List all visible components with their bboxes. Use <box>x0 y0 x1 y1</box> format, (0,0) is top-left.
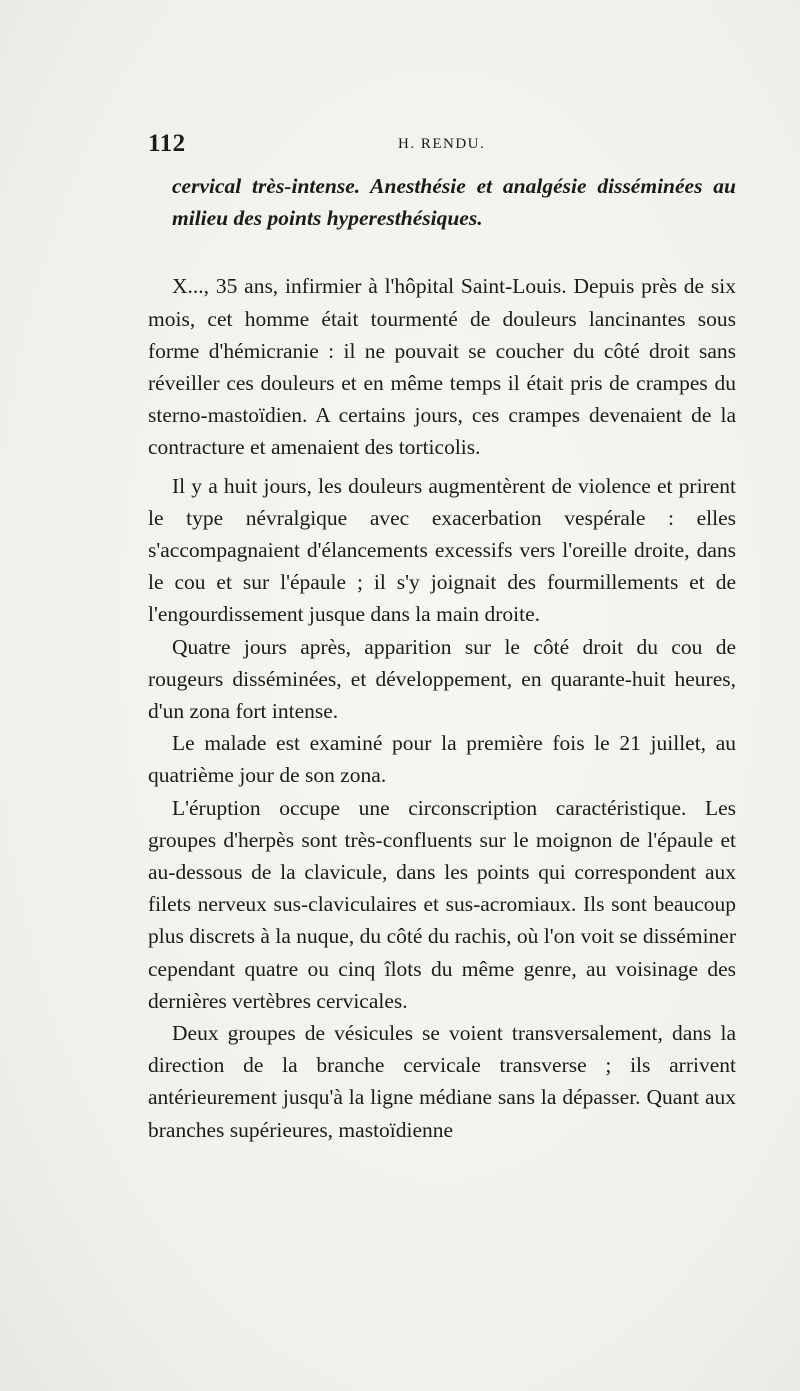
running-head: H. RENDU. <box>398 136 486 152</box>
paragraph: Deux groupes de vésicules se voient transversalement, dans la direction de la branche cervicale transverse ; ils arrivent antérieurement jusqu'à la ligne médiane sans la dépasser. Quant aux branches supérieures, mastoïdienne <box>148 1021 736 1142</box>
paragraph: X..., 35 ans, infirmier à l'hôpital Saint-Louis. Depuis près de six mois, cet homme était tourmenté de douleurs lancinantes sous forme d'hémicranie : il ne pouvait se coucher du côté droit sans réveiller ces douleurs et en même temps il était pris de crampes du sterno-mastoïdien. A certains jours, ces crampes devenaient de la contracture et amenaient des torticolis. <box>148 274 736 460</box>
paragraph: Le malade est examiné pour la première fois le 21 juillet, au quatrième jour de son zona. <box>148 731 736 788</box>
paragraph: Il y a huit jours, les douleurs augmentèrent de violence et prirent le type névralgique avec exacerbation vespérale : elles s'accompagnaient d'élancements excessifs vers l'oreille droite, dans le cou et sur l'épaule ; il s'y joignait des fourmillements et de l'engourdissement jusque dans la main droite. <box>148 473 736 627</box>
paragraph: Quatre jours après, apparition sur le côté droit du cou de rougeurs disséminées, et développement, en quarante-huit heures, d'un zona fort intense. <box>148 634 736 724</box>
paragraph: L'éruption occupe une circonscription caractéristique. Les groupes d'herpès sont très-confluents sur le moignon de l'épaule et au-dessous de la clavicule, dans les points qui correspondent aux filets nerveux sus-claviculaires et sus-acromiaux. Ils sont beaucoup plus discrets à la nuque, du côté du rachis, où l'on voit se disséminer cependant quatre ou cinq îlots du même genre, au voisinage des dernières vertèbres cervicales. <box>148 795 736 1013</box>
body-text <box>148 170 736 1146</box>
section-title: cervical très-intense. Anesthésie et analgésie disséminées au milieu des points hyperesthésiques. <box>172 174 736 231</box>
page-number: 112 <box>148 130 186 157</box>
page-header <box>148 130 736 164</box>
